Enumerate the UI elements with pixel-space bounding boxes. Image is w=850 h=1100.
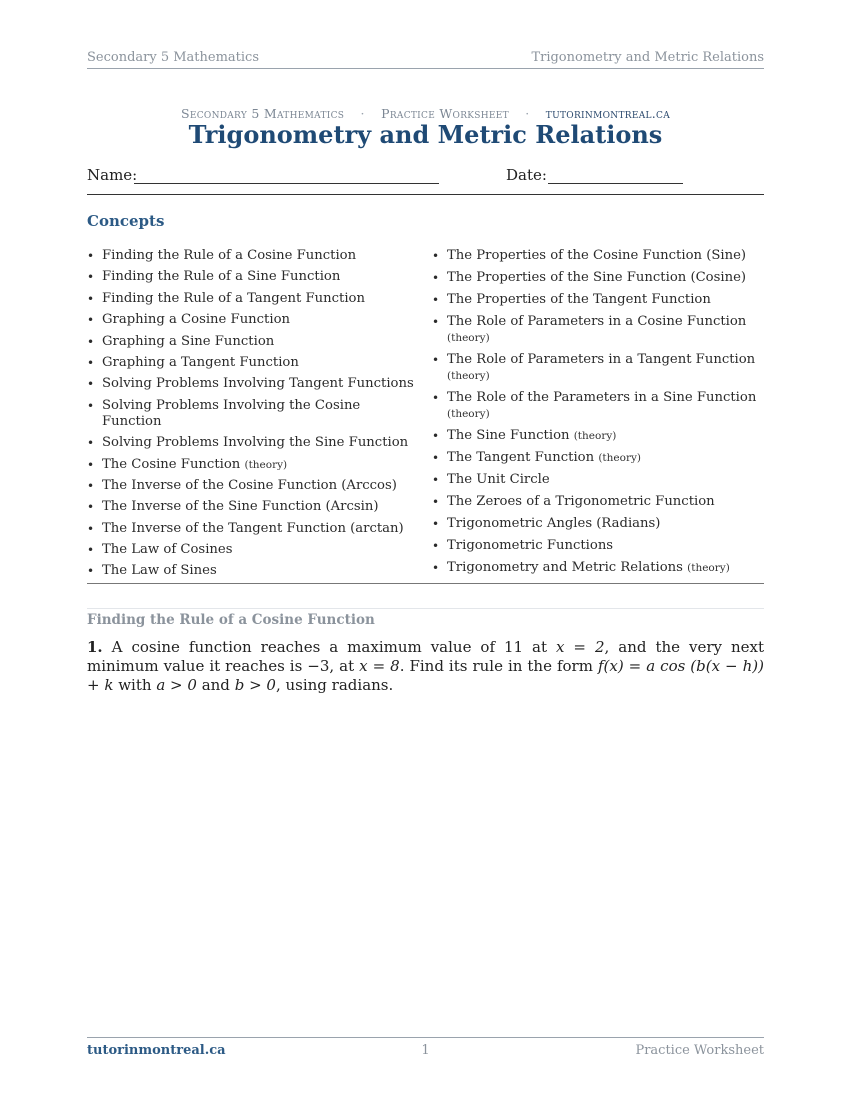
concept-label: The Unit Circle bbox=[447, 472, 550, 487]
concepts-divider bbox=[87, 583, 764, 584]
theory-tag: (theory) bbox=[447, 332, 490, 344]
date-label: Date: bbox=[506, 166, 547, 184]
concept-item bbox=[432, 538, 767, 554]
page-number: 1 bbox=[421, 1043, 430, 1058]
concept-item bbox=[432, 560, 767, 576]
concept-label: Trigonometric Angles (Radians) bbox=[447, 516, 661, 531]
concept-label: Trigonometric Functions bbox=[447, 538, 614, 553]
concept-item bbox=[87, 457, 417, 473]
concept-label: Solving Problems Involving the Sine Function bbox=[102, 435, 409, 451]
kicker-type: Practice Worksheet bbox=[381, 106, 509, 121]
concept-item bbox=[432, 494, 767, 510]
concept-item bbox=[87, 376, 417, 392]
page-footer bbox=[87, 1043, 764, 1059]
kicker-separator: · bbox=[360, 106, 365, 121]
problem-text: . Find its rule in the form bbox=[399, 657, 593, 675]
concept-item bbox=[432, 314, 767, 346]
concept-label: Graphing a Cosine Function bbox=[102, 312, 291, 328]
name-field[interactable] bbox=[134, 183, 439, 184]
concept-label: The Zeroes of a Trigonometric Function bbox=[447, 494, 715, 509]
kicker-site: tutorinmontreal.ca bbox=[545, 106, 671, 121]
concept-item bbox=[87, 499, 417, 515]
date-field[interactable] bbox=[548, 183, 683, 184]
concept-item bbox=[87, 291, 417, 307]
concept-item bbox=[432, 516, 767, 532]
concept-item bbox=[87, 312, 417, 328]
concept-label: Trigonometry and Metric Relations bbox=[447, 560, 683, 575]
concept-label: The Role of the Parameters in a Sine Function bbox=[447, 390, 757, 405]
kicker-course: Secondary 5 Mathematics bbox=[180, 106, 345, 121]
theory-tag: (theory) bbox=[447, 370, 490, 382]
running-header-left: Secondary 5 Mathematics bbox=[87, 50, 260, 65]
problem-text: with bbox=[118, 676, 152, 694]
concept-item bbox=[87, 542, 417, 558]
concept-label: Solving Problems Involving Tangent Functions bbox=[102, 376, 414, 392]
math-expression: a > 0 bbox=[156, 676, 197, 694]
math-expression: b > 0 bbox=[234, 676, 276, 694]
worksheet-kicker bbox=[87, 106, 764, 121]
problem-number: 1. bbox=[87, 638, 103, 656]
section-title: Finding the Rule of a Cosine Function bbox=[87, 612, 375, 628]
problem-text: , and the very next minimum value it reaches is −3, at bbox=[87, 638, 764, 675]
concept-label: Solving Problems Involving the Cosine Function bbox=[102, 397, 361, 429]
concept-item bbox=[87, 398, 417, 430]
running-header-right: Trigonometry and Metric Relations bbox=[531, 50, 764, 65]
concept-item bbox=[432, 428, 767, 444]
name-label: Name: bbox=[87, 166, 138, 184]
concept-label: The Properties of the Sine Function (Cosine) bbox=[447, 270, 747, 285]
concepts-list-right bbox=[432, 248, 767, 582]
concept-item bbox=[87, 521, 417, 537]
concept-label: The Sine Function bbox=[447, 428, 570, 443]
concept-label: The Law of Cosines bbox=[102, 542, 233, 558]
problem-text: A cosine function reaches a maximum value of 11 at bbox=[111, 638, 548, 656]
concept-item bbox=[432, 472, 767, 488]
footer-site[interactable]: tutorinmontreal.ca bbox=[87, 1043, 226, 1058]
math-expression: f(x) = a cos (b(x − h)) + k bbox=[87, 657, 764, 694]
theory-tag: (theory) bbox=[573, 430, 617, 442]
concept-item bbox=[432, 390, 767, 422]
worksheet-page bbox=[87, 0, 764, 1100]
concept-item bbox=[432, 292, 767, 308]
page-title: Trigonometry and Metric Relations bbox=[188, 120, 663, 149]
concept-item bbox=[432, 248, 767, 264]
concept-label: The Inverse of the Tangent Function (arctan) bbox=[102, 520, 404, 536]
problem-1 bbox=[87, 638, 764, 695]
theory-tag: (theory) bbox=[598, 452, 641, 464]
problem-text: , using radians. bbox=[275, 676, 394, 694]
concept-label: Finding the Rule of a Cosine Function bbox=[102, 248, 357, 263]
concept-item bbox=[87, 563, 417, 579]
math-expression: x = 2 bbox=[556, 638, 605, 656]
concept-label: The Tangent Function bbox=[447, 450, 595, 465]
concept-item bbox=[432, 270, 767, 286]
concept-label: The Properties of the Tangent Function bbox=[447, 292, 711, 307]
theory-tag: (theory) bbox=[447, 408, 490, 420]
math-expression: x = 8 bbox=[359, 657, 400, 675]
footer-divider bbox=[87, 1037, 764, 1038]
theory-tag: (theory) bbox=[244, 458, 288, 471]
concept-item bbox=[87, 334, 417, 350]
concept-label: Graphing a Sine Function bbox=[102, 333, 275, 349]
concept-label: Graphing a Tangent Function bbox=[102, 354, 299, 370]
concept-item bbox=[87, 478, 417, 494]
section-divider bbox=[87, 608, 764, 609]
concept-item bbox=[87, 248, 417, 264]
concept-item bbox=[87, 269, 417, 285]
concept-label: The Inverse of the Cosine Function (Arccos) bbox=[102, 477, 397, 493]
theory-tag: (theory) bbox=[687, 562, 730, 574]
concept-item bbox=[432, 450, 767, 466]
concept-item bbox=[432, 352, 767, 384]
concepts-heading: Concepts bbox=[87, 212, 165, 230]
concept-label: The Properties of the Cosine Function (Sine) bbox=[447, 248, 747, 263]
footer-doc-type: Practice Worksheet bbox=[635, 1043, 764, 1058]
concept-label: The Role of Parameters in a Tangent Function bbox=[447, 352, 756, 367]
problem-text: and bbox=[201, 676, 230, 694]
concept-label: Finding the Rule of a Sine Function bbox=[102, 269, 341, 285]
concept-item bbox=[87, 355, 417, 371]
student-fields bbox=[87, 166, 764, 188]
kicker-separator: · bbox=[525, 106, 530, 121]
concept-label: The Role of Parameters in a Cosine Function bbox=[447, 314, 747, 329]
concept-label: Finding the Rule of a Tangent Function bbox=[102, 290, 365, 306]
concept-item bbox=[87, 435, 417, 451]
concept-label: The Inverse of the Sine Function (Arcsin) bbox=[102, 499, 379, 515]
concept-label: The Law of Sines bbox=[102, 563, 217, 579]
concept-label: The Cosine Function bbox=[102, 456, 241, 472]
running-header bbox=[87, 50, 764, 69]
header-divider bbox=[87, 194, 764, 195]
concepts-list-left bbox=[87, 248, 417, 585]
